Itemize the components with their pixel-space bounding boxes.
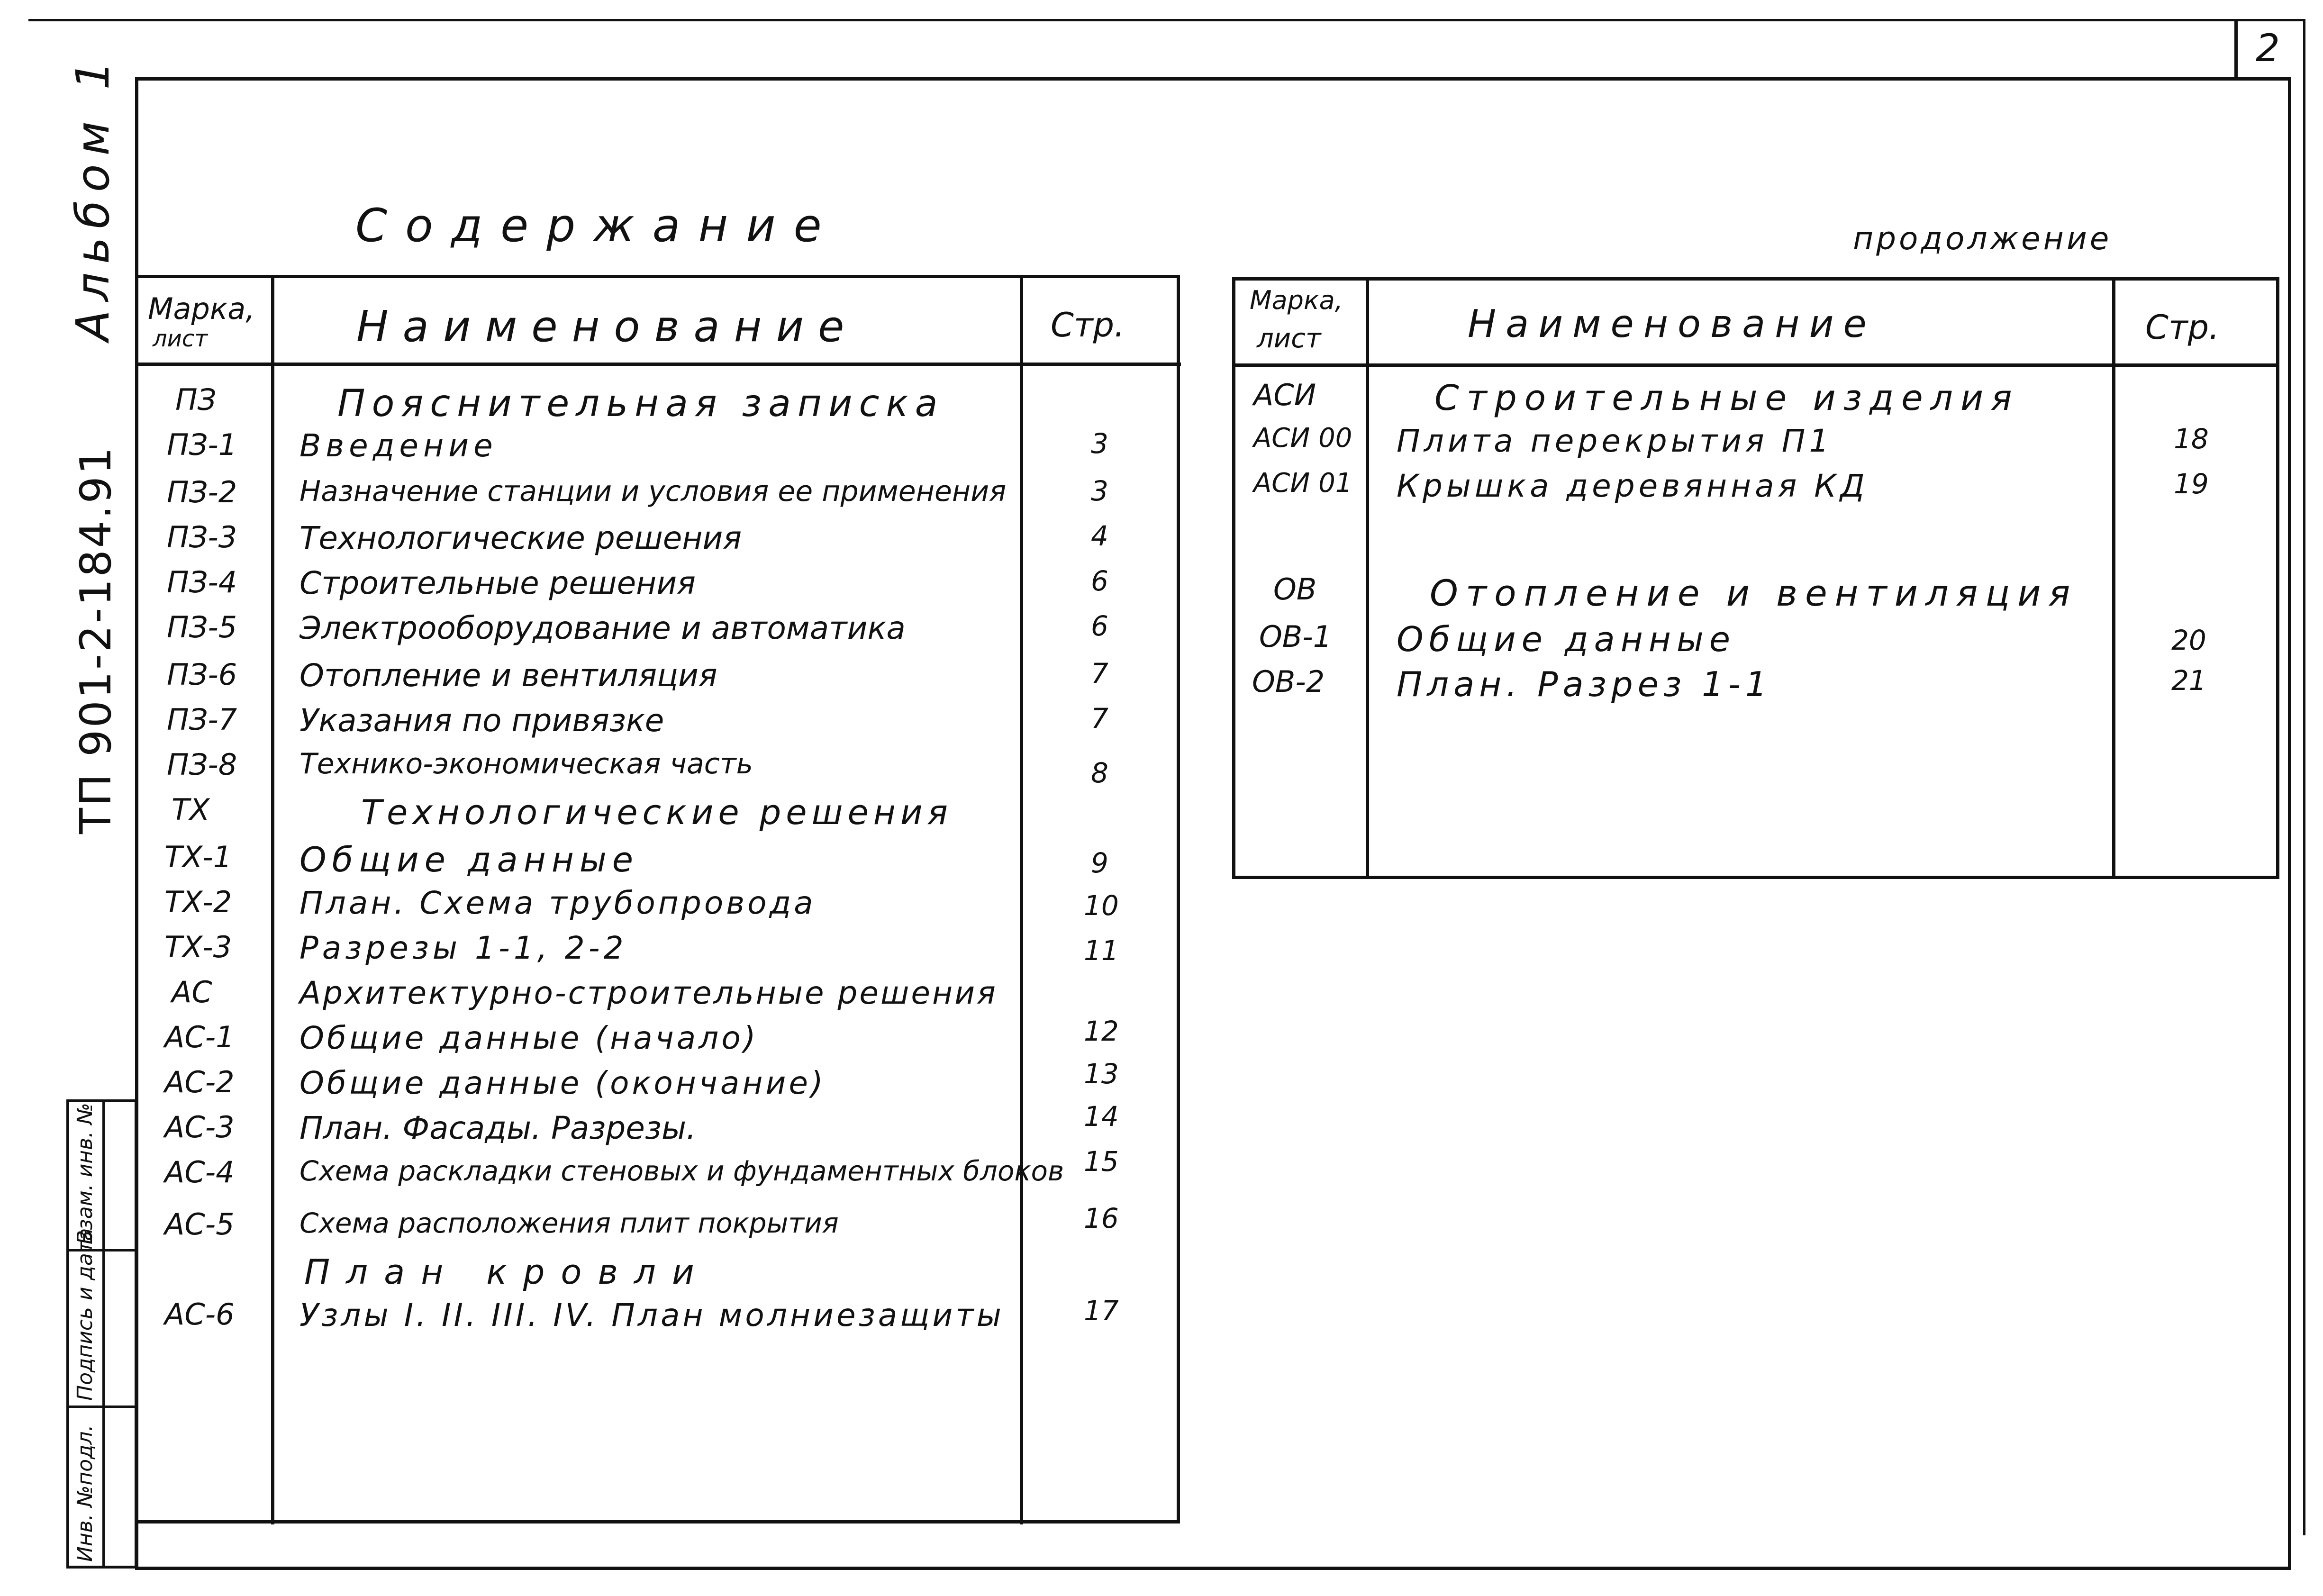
stamp-divider <box>102 1102 105 1567</box>
row-page: 16 <box>1084 1202 1119 1234</box>
row-page: 17 <box>1084 1295 1119 1327</box>
row-page: 3 <box>1091 427 1108 460</box>
row-code: ПЗ-8 <box>167 747 237 782</box>
album-label: Альбом 1 <box>66 52 119 341</box>
table-row <box>138 1252 1181 1297</box>
row-page: 10 <box>1084 889 1119 922</box>
row-code: ПЗ <box>175 382 217 417</box>
table-row <box>138 1202 1181 1252</box>
row-code: ТХ-1 <box>164 840 232 874</box>
row-code: ПЗ-4 <box>167 565 237 599</box>
row-name: План. Схема трубопровода <box>299 885 816 921</box>
sheet-number: 2 <box>2256 26 2280 70</box>
table-row <box>138 565 1181 610</box>
table-row <box>138 475 1181 520</box>
table-row <box>138 1015 1181 1065</box>
table-row <box>138 1100 1181 1155</box>
row-code: ПЗ-7 <box>167 702 237 737</box>
header-divider <box>1235 363 2278 367</box>
row-name: Узлы I. II. III. IV. План молниезащиты <box>299 1297 1004 1333</box>
row-name: Общие данные <box>299 840 639 880</box>
row-name: Схема расположения плит покрытия <box>299 1207 839 1239</box>
row-page: 18 <box>2174 423 2209 455</box>
row-page: 6 <box>1091 565 1108 597</box>
row-code: ПЗ-3 <box>167 520 237 554</box>
row-page: 14 <box>1084 1100 1119 1133</box>
row-name: Отопление и вентиляция <box>1430 572 2078 614</box>
row-name: Разрезы 1-1, 2-2 <box>299 930 627 966</box>
row-name: Технологические решения <box>299 520 742 556</box>
row-name: Назначение станции и условия ее применения <box>299 475 1007 508</box>
header-mark: Марка, <box>1250 285 1343 315</box>
row-code: ТХ <box>172 792 210 827</box>
row-code: АСИ 01 <box>1253 468 1352 499</box>
row-code: ПЗ-6 <box>167 657 237 692</box>
row-name: Плита перекрытия П1 <box>1397 423 1833 459</box>
table-row <box>138 747 1181 792</box>
row-code: ПЗ-5 <box>167 610 237 644</box>
row-code: АС-6 <box>164 1297 235 1332</box>
stamp-divider <box>69 1406 136 1408</box>
row-name: Технологические решения <box>361 792 953 832</box>
row-page: 11 <box>1084 934 1119 967</box>
right-edge-line <box>2303 19 2305 1535</box>
row-code: ОВ <box>1273 572 1317 607</box>
row-page: 9 <box>1091 847 1108 879</box>
row-page: 7 <box>1091 657 1108 689</box>
row-name: Введение <box>299 427 498 464</box>
header-name: Наименование <box>356 302 859 352</box>
row-page: 15 <box>1084 1145 1119 1178</box>
row-code: АС-4 <box>164 1155 235 1189</box>
row-name: План кровли <box>304 1252 710 1292</box>
table-row <box>138 792 1181 837</box>
row-page: 13 <box>1084 1058 1119 1090</box>
top-border-line <box>28 19 2303 21</box>
row-name: Крышка деревянная КД <box>1397 468 1869 504</box>
table-row <box>1235 468 2278 513</box>
side-stamp <box>66 1099 137 1569</box>
row-name: Общие данные (окончание) <box>299 1065 826 1101</box>
table-row <box>138 702 1181 747</box>
row-code: АС-3 <box>164 1110 235 1144</box>
row-name: Строительные решения <box>299 565 696 601</box>
contents-table-left <box>135 275 1180 1523</box>
row-name: Общие данные (начало) <box>299 1020 759 1056</box>
stamp-label-sign: Подпись и дата <box>73 1228 97 1401</box>
table-row <box>138 885 1181 930</box>
row-name: Отопление и вентиляция <box>299 657 717 694</box>
row-code: ТХ-3 <box>164 930 232 964</box>
project-code: ТП 901-2-184.91 <box>71 445 121 834</box>
row-page: 20 <box>2171 624 2206 656</box>
row-code: ПЗ-2 <box>167 475 237 509</box>
table-row <box>1235 619 2278 664</box>
row-code: АС-1 <box>164 1020 235 1054</box>
row-page: 19 <box>2174 468 2209 500</box>
header-mark-sheet: лист <box>1257 323 1321 354</box>
header-divider <box>138 363 1181 366</box>
table-row <box>1235 572 2278 617</box>
row-name: Пояснительная записка <box>337 382 944 425</box>
row-name: Архитектурно-строительные решения <box>299 975 998 1011</box>
stamp-label-inv: Инв. №подл. <box>73 1424 97 1562</box>
row-page: 7 <box>1091 702 1108 735</box>
row-page: 8 <box>1091 757 1108 789</box>
row-code: АСИ <box>1253 378 1316 412</box>
row-name: Строительные изделия <box>1434 378 2020 418</box>
table-row <box>138 840 1181 885</box>
table-row <box>1235 664 2278 709</box>
header-mark: Марка, <box>148 291 255 326</box>
header-page: Стр. <box>1051 306 1125 345</box>
row-code: АСИ 00 <box>1253 423 1352 453</box>
contents-title: Содержание <box>355 199 840 252</box>
sheet-number-divider <box>2234 19 2238 81</box>
table-row <box>138 427 1181 472</box>
table-row <box>138 1145 1181 1200</box>
header-page: Стр. <box>2145 308 2220 347</box>
table-row <box>138 930 1181 975</box>
row-name: План. Фасады. Разрезы. <box>299 1110 697 1146</box>
row-page: 21 <box>2171 664 2206 697</box>
row-code: ОВ-2 <box>1252 664 1325 699</box>
header-name: Наименование <box>1468 302 1876 346</box>
row-code: АС-5 <box>164 1207 235 1242</box>
table-row <box>138 657 1181 702</box>
row-code: ОВ-1 <box>1259 619 1332 654</box>
row-code: ПЗ-1 <box>167 427 237 462</box>
row-page: 3 <box>1091 475 1108 507</box>
table-row <box>138 975 1181 1020</box>
table-row <box>138 1058 1181 1110</box>
table-row <box>1235 378 2278 423</box>
continuation-title: продолжение <box>1853 220 2112 257</box>
row-code: ТХ-2 <box>164 885 232 919</box>
header-mark-sheet: лист <box>153 326 208 352</box>
table-row <box>138 382 1181 427</box>
row-name: Указания по привязке <box>299 702 664 739</box>
table-row <box>138 610 1181 655</box>
row-name: Общие данные <box>1397 619 1736 659</box>
row-page: 12 <box>1084 1015 1119 1047</box>
table-row <box>138 520 1181 565</box>
row-name: Технико-экономическая часть <box>299 747 753 780</box>
table-row <box>138 1297 1181 1342</box>
row-page: 6 <box>1091 610 1108 642</box>
contents-table-right <box>1232 277 2279 879</box>
row-name: Электрооборудование и автоматика <box>299 610 906 646</box>
row-name: Схема раскладки стеновых и фундаментных блоков <box>299 1155 1064 1187</box>
row-code: АС <box>172 975 212 1009</box>
stamp-label-replace: Взам. инв. № <box>73 1103 97 1244</box>
row-code: АС-2 <box>164 1065 235 1099</box>
row-name: План. Разрез 1-1 <box>1397 664 1772 704</box>
table-row <box>1235 423 2278 468</box>
row-page: 4 <box>1091 520 1108 552</box>
